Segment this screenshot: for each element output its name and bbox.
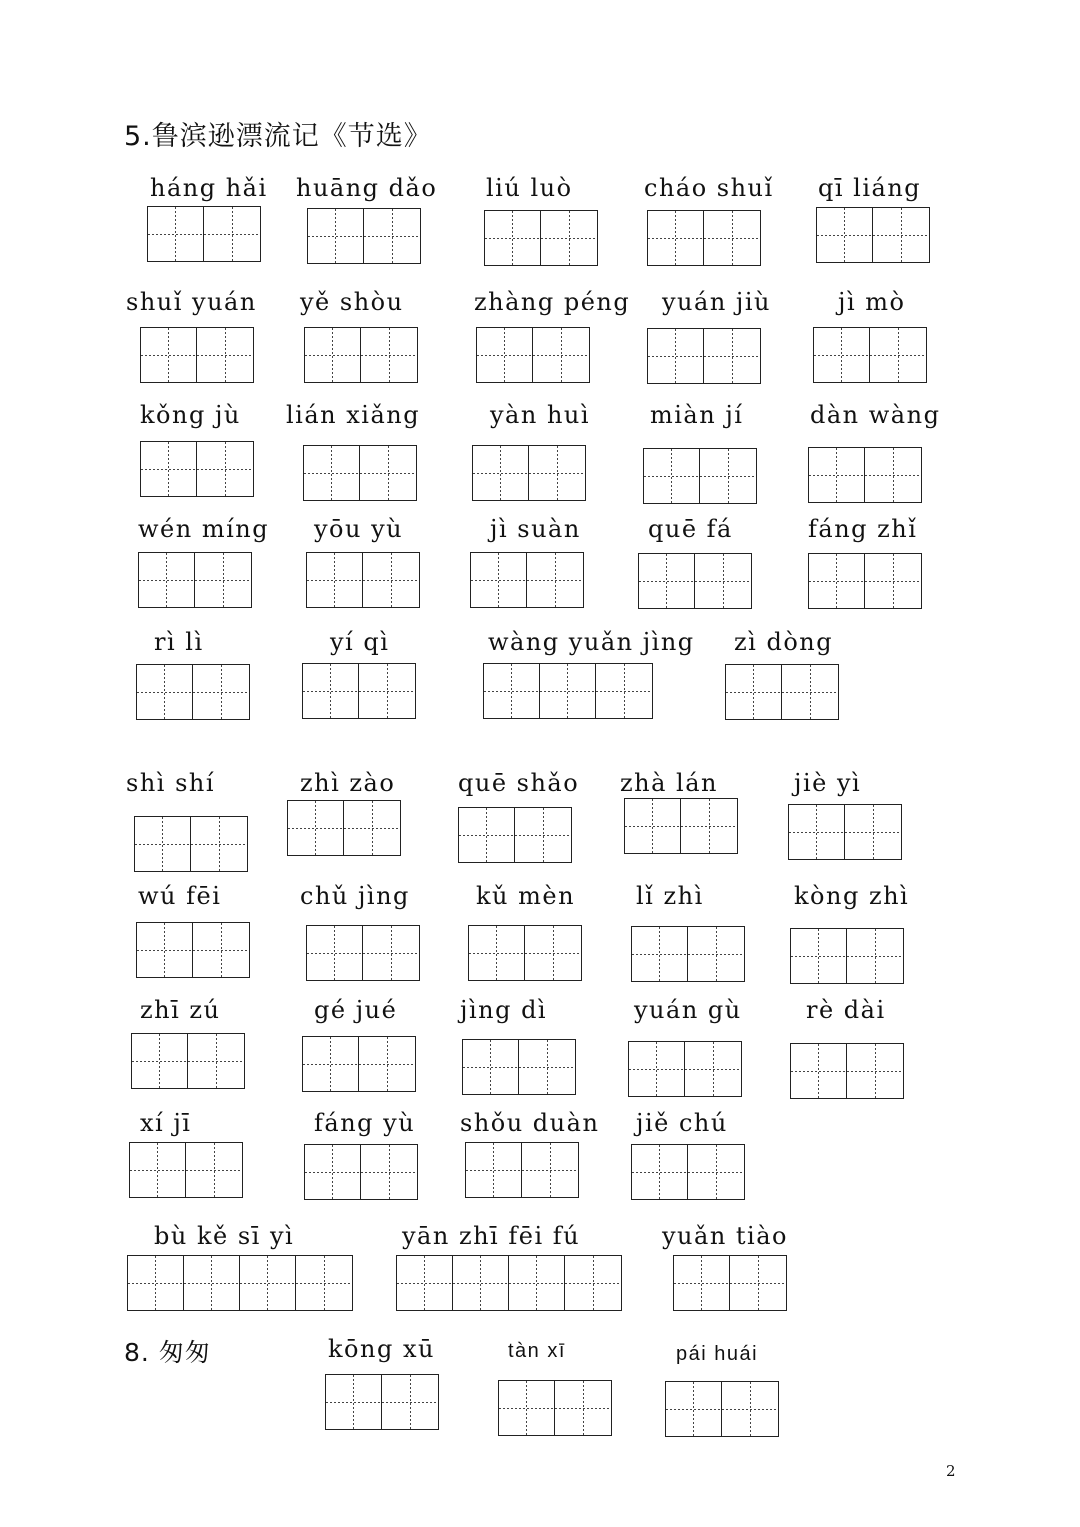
tianzige-cell[interactable] [288, 801, 344, 855]
pinyin-label: jiě chú [636, 1109, 728, 1137]
pinyin-label: wú fēi [138, 882, 222, 910]
pinyin-label: chǔ jìng [300, 882, 410, 910]
tianzige-cell[interactable] [865, 448, 921, 502]
pinyin-label: jì suàn [490, 515, 581, 543]
tianzige-cell[interactable] [240, 1256, 296, 1310]
tianzige-cell[interactable] [141, 328, 197, 382]
writing-grid[interactable] [498, 1380, 612, 1436]
section-5-title: 5.鲁滨逊漂流记《节选》 [124, 121, 432, 152]
writing-grid[interactable] [665, 1381, 779, 1437]
tianzige-cell[interactable] [304, 446, 360, 500]
tianzige-cell[interactable] [308, 209, 364, 263]
pinyin-label: yí qì [330, 628, 390, 656]
tianzige-cell[interactable] [186, 1143, 242, 1197]
tianzige-cell[interactable] [632, 1145, 688, 1199]
pinyin-label: miàn jí [650, 401, 744, 429]
tianzige-cell[interactable] [361, 1145, 417, 1199]
tianzige-cell[interactable] [685, 1042, 741, 1096]
tianzige-cell[interactable] [363, 926, 419, 980]
writing-grid[interactable] [306, 925, 420, 981]
pinyin-label: yàn huì [490, 401, 591, 429]
writing-grid[interactable] [147, 206, 261, 262]
section-8-title: 8. 匆匆 [124, 1338, 211, 1367]
tianzige-cell[interactable] [137, 665, 193, 719]
tianzige-cell[interactable] [519, 1040, 575, 1094]
tianzige-cell[interactable] [791, 929, 847, 983]
tianzige-cell[interactable] [791, 1044, 847, 1098]
writing-grid[interactable] [643, 448, 757, 504]
tianzige-cell[interactable] [704, 329, 760, 383]
tianzige-cell[interactable] [130, 1143, 186, 1197]
tianzige-cell[interactable] [359, 664, 415, 718]
writing-grid[interactable] [631, 1144, 745, 1200]
writing-grid[interactable] [458, 807, 572, 863]
writing-grid[interactable] [136, 922, 250, 978]
tianzige-cell[interactable] [326, 1375, 382, 1429]
writing-grid[interactable] [484, 210, 598, 266]
writing-grid[interactable] [306, 552, 420, 608]
page-number: 2 [946, 1462, 956, 1480]
pinyin-label: shuǐ yuán [126, 288, 257, 316]
pinyin-label: kòng zhì [794, 882, 910, 910]
tianzige-cell[interactable] [648, 329, 704, 383]
tianzige-cell[interactable] [555, 1381, 611, 1435]
writing-grid[interactable] [624, 798, 738, 854]
tianzige-cell[interactable] [477, 328, 533, 382]
writing-grid[interactable] [462, 1039, 576, 1095]
writing-grid[interactable] [396, 1255, 622, 1311]
pinyin-label: zhì zào [300, 769, 396, 797]
pinyin-label: yōu yù [314, 515, 404, 543]
pinyin-label: shǒu duàn [460, 1109, 600, 1137]
tianzige-cell[interactable] [359, 1037, 415, 1091]
pinyin-label: xí jī [140, 1109, 192, 1137]
writing-grid[interactable] [808, 553, 922, 609]
tianzige-cell[interactable] [639, 554, 695, 608]
tianzige-cell[interactable] [515, 808, 571, 862]
tianzige-cell[interactable] [453, 1256, 509, 1310]
writing-grid[interactable] [790, 928, 904, 984]
tianzige-cell[interactable] [137, 923, 193, 977]
tianzige-cell[interactable] [809, 448, 865, 502]
writing-grid[interactable] [302, 1036, 416, 1092]
pinyin-label: jiè yì [794, 769, 862, 797]
writing-grid[interactable] [790, 1043, 904, 1099]
tianzige-cell[interactable] [188, 1034, 244, 1088]
tianzige-cell[interactable] [459, 808, 515, 862]
writing-grid[interactable] [140, 441, 254, 497]
tianzige-cell[interactable] [135, 817, 191, 871]
pinyin-label: shì shí [126, 769, 216, 797]
writing-grid[interactable] [304, 1144, 418, 1200]
tianzige-cell[interactable] [364, 209, 420, 263]
tianzige-cell[interactable] [870, 328, 926, 382]
writing-grid[interactable] [673, 1255, 787, 1311]
tianzige-cell[interactable] [722, 1382, 778, 1436]
tianzige-cell[interactable] [629, 1042, 685, 1096]
pinyin-label: yān zhī fēi fú [402, 1222, 581, 1250]
pinyin-label: huāng dǎo [296, 174, 438, 202]
pinyin-label: rè dài [806, 996, 886, 1024]
tianzige-cell[interactable] [632, 927, 688, 981]
tianzige-cell[interactable] [469, 926, 525, 980]
writing-grid[interactable] [816, 207, 930, 263]
tianzige-cell[interactable] [303, 664, 359, 718]
tianzige-cell[interactable] [197, 328, 253, 382]
tianzige-cell[interactable] [666, 1382, 722, 1436]
writing-grid[interactable] [129, 1142, 243, 1198]
writing-grid[interactable] [287, 800, 401, 856]
tianzige-cell[interactable] [307, 553, 363, 607]
tianzige-cell[interactable] [471, 553, 527, 607]
tianzige-cell[interactable] [814, 328, 870, 382]
tianzige-cell[interactable] [809, 554, 865, 608]
pinyin-label: yě shòu [300, 288, 404, 316]
tianzige-cell[interactable] [700, 449, 756, 503]
tianzige-cell[interactable] [845, 805, 901, 859]
writing-grid[interactable] [476, 327, 590, 383]
tianzige-cell[interactable] [730, 1256, 786, 1310]
pinyin-label: kǒng jù [140, 401, 241, 429]
tianzige-cell[interactable] [139, 553, 195, 607]
writing-grid[interactable] [307, 208, 421, 264]
tianzige-cell[interactable] [688, 927, 744, 981]
tianzige-cell[interactable] [361, 328, 417, 382]
tianzige-cell[interactable] [789, 805, 845, 859]
pinyin-label: zì dòng [734, 628, 834, 656]
tianzige-cell[interactable] [541, 211, 597, 265]
writing-grid[interactable] [303, 445, 417, 501]
writing-grid[interactable] [647, 210, 761, 266]
tianzige-cell[interactable] [484, 664, 540, 718]
tianzige-cell[interactable] [305, 1145, 361, 1199]
tianzige-cell[interactable] [704, 211, 760, 265]
writing-grid[interactable] [325, 1374, 439, 1430]
pinyin-label: yuǎn tiào [662, 1222, 788, 1250]
tianzige-cell[interactable] [191, 817, 247, 871]
pinyin-label: lián xiǎng [286, 401, 421, 429]
pinyin-label: háng hǎi [150, 174, 268, 202]
tianzige-cell[interactable] [847, 1044, 903, 1098]
tianzige-cell[interactable] [509, 1256, 565, 1310]
pinyin-label: lǐ zhì [636, 882, 704, 910]
writing-grid[interactable] [136, 664, 250, 720]
pinyin-label: yuán jiù [662, 288, 771, 316]
pinyin-label: qī liáng [818, 174, 922, 202]
writing-grid[interactable] [647, 328, 761, 384]
pinyin-label: zhà lán [620, 769, 718, 797]
pinyin-label: liú luò [486, 174, 573, 202]
writing-grid[interactable] [725, 664, 839, 720]
tianzige-cell[interactable] [782, 665, 838, 719]
tianzige-cell[interactable] [132, 1034, 188, 1088]
tianzige-cell[interactable] [305, 328, 361, 382]
writing-grid[interactable] [483, 663, 653, 719]
writing-grid[interactable] [140, 327, 254, 383]
pinyin-label: pái huái [676, 1343, 759, 1365]
tianzige-cell[interactable] [197, 442, 253, 496]
tianzige-cell[interactable] [307, 926, 363, 980]
tianzige-cell[interactable] [533, 328, 589, 382]
tianzige-cell[interactable] [695, 554, 751, 608]
tianzige-cell[interactable] [525, 926, 581, 980]
pinyin-label: quē fá [648, 515, 733, 543]
pinyin-label: rì lì [154, 628, 204, 656]
tianzige-cell[interactable] [688, 1145, 744, 1199]
tianzige-cell[interactable] [522, 1143, 578, 1197]
writing-grid[interactable] [138, 552, 252, 608]
tianzige-cell[interactable] [527, 553, 583, 607]
pinyin-label: gé jué [314, 996, 398, 1024]
tianzige-cell[interactable] [360, 446, 416, 500]
tianzige-cell[interactable] [344, 801, 400, 855]
writing-grid[interactable] [304, 327, 418, 383]
writing-grid[interactable] [813, 327, 927, 383]
tianzige-cell[interactable] [540, 664, 596, 718]
writing-grid[interactable] [788, 804, 902, 860]
tianzige-cell[interactable] [726, 665, 782, 719]
tianzige-cell[interactable] [382, 1375, 438, 1429]
tianzige-cell[interactable] [596, 664, 652, 718]
pinyin-label: jì mò [838, 288, 906, 316]
tianzige-cell[interactable] [193, 665, 249, 719]
tianzige-cell[interactable] [817, 208, 873, 262]
pinyin-label: bù kě sī yì [154, 1222, 295, 1250]
tianzige-cell[interactable] [529, 446, 585, 500]
tianzige-cell[interactable] [847, 929, 903, 983]
writing-grid[interactable] [631, 926, 745, 982]
tianzige-cell[interactable] [193, 923, 249, 977]
pinyin-label: dàn wàng [810, 401, 941, 429]
tianzige-cell[interactable] [195, 553, 251, 607]
pinyin-label: fáng yù [314, 1109, 416, 1137]
tianzige-cell[interactable] [184, 1256, 240, 1310]
tianzige-cell[interactable] [644, 449, 700, 503]
pinyin-label: tàn xī [508, 1340, 566, 1362]
writing-grid[interactable] [638, 553, 752, 609]
pinyin-label: yuán gù [634, 996, 742, 1024]
pinyin-label: zhàng péng [474, 288, 631, 316]
pinyin-label: jìng dì [460, 996, 548, 1024]
pinyin-label: kōng xū [328, 1335, 435, 1363]
tianzige-cell[interactable] [565, 1256, 621, 1310]
tianzige-cell[interactable] [296, 1256, 352, 1310]
writing-grid[interactable] [131, 1033, 245, 1089]
pinyin-label: cháo shuǐ [644, 174, 774, 202]
writing-grid[interactable] [628, 1041, 742, 1097]
writing-grid[interactable] [127, 1255, 353, 1311]
tianzige-cell[interactable] [397, 1256, 453, 1310]
tianzige-cell[interactable] [473, 446, 529, 500]
pinyin-label: quē shǎo [458, 769, 580, 797]
tianzige-cell[interactable] [648, 211, 704, 265]
tianzige-cell[interactable] [865, 554, 921, 608]
writing-grid[interactable] [468, 925, 582, 981]
writing-grid[interactable] [470, 552, 584, 608]
tianzige-cell[interactable] [681, 799, 737, 853]
writing-grid[interactable] [134, 816, 248, 872]
tianzige-cell[interactable] [463, 1040, 519, 1094]
tianzige-cell[interactable] [625, 799, 681, 853]
writing-grid[interactable] [472, 445, 586, 501]
writing-grid[interactable] [465, 1142, 579, 1198]
tianzige-cell[interactable] [141, 442, 197, 496]
tianzige-cell[interactable] [674, 1256, 730, 1310]
pinyin-label: zhī zú [140, 996, 221, 1024]
tianzige-cell[interactable] [466, 1143, 522, 1197]
tianzige-cell[interactable] [204, 207, 260, 261]
tianzige-cell[interactable] [485, 211, 541, 265]
writing-grid[interactable] [302, 663, 416, 719]
tianzige-cell[interactable] [363, 553, 419, 607]
pinyin-label: wàng yuǎn jìng [488, 628, 695, 656]
tianzige-cell[interactable] [499, 1381, 555, 1435]
tianzige-cell[interactable] [303, 1037, 359, 1091]
pinyin-label: kǔ mèn [476, 882, 576, 910]
tianzige-cell[interactable] [873, 208, 929, 262]
writing-grid[interactable] [808, 447, 922, 503]
tianzige-cell[interactable] [128, 1256, 184, 1310]
pinyin-label: wén míng [138, 515, 270, 543]
tianzige-cell[interactable] [148, 207, 204, 261]
pinyin-label: fáng zhǐ [808, 515, 918, 543]
